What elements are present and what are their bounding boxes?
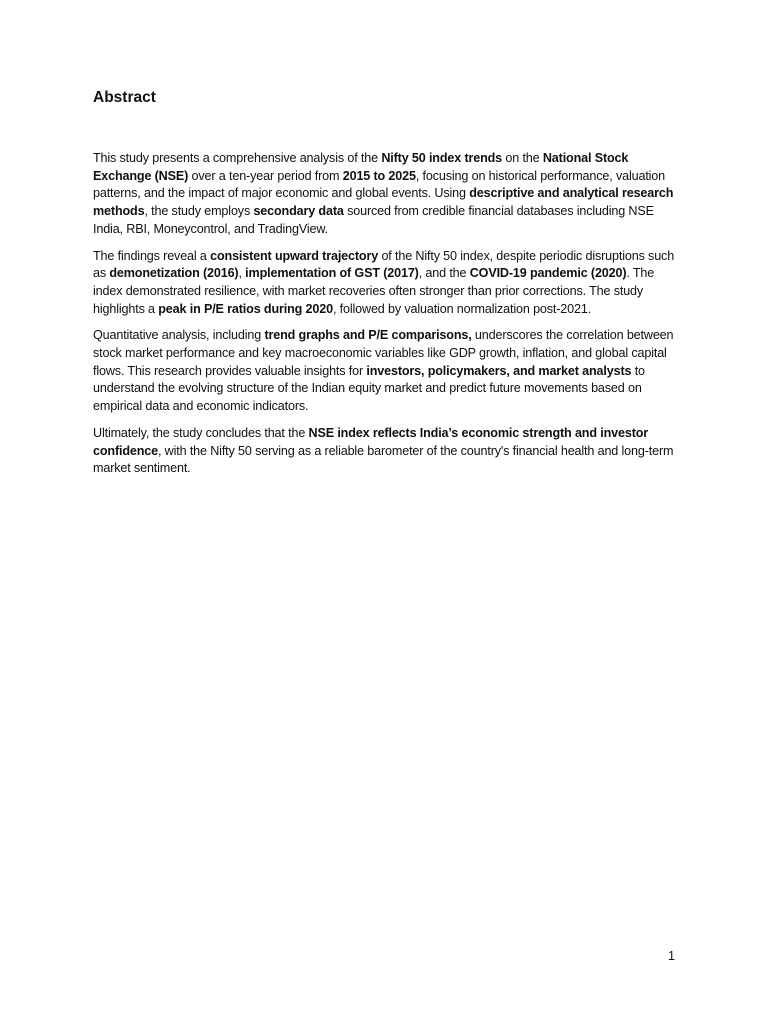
text-run: . The index demonstrated resilience, with market recoveries often stronger than prior corrections. The study highlights a	[93, 266, 655, 316]
text-run: The findings reveal a	[93, 248, 211, 263]
bold-text-run: trend graphs and P/E comparisons,	[264, 328, 472, 343]
text-run: Quantitative analysis, including	[93, 328, 265, 343]
text-run: underscores the correlation between stock market performance and key macroeconomic variables like GDP growth, inflation, and global capital flows. This research provides valuable insights for	[93, 328, 674, 378]
bold-text-run: demonetization (2016)	[109, 266, 239, 281]
bold-text-run: descriptive and analytical research methods	[93, 186, 674, 219]
text-run: to understand the evolving structure of the Indian equity market and predict future movements based on empirical data and economic indicators.	[93, 363, 645, 414]
abstract-paragraph	[93, 327, 677, 416]
bold-text-run: NSE index reflects India’s economic strength and investor confidence	[93, 425, 649, 458]
text-run: This study presents a comprehensive analysis of the	[93, 151, 382, 165]
abstract-heading: Abstract	[93, 89, 156, 106]
bold-text-run: Nifty 50 index trends	[381, 151, 503, 165]
bold-text-run: investors, policymakers, and market analysts	[366, 363, 632, 378]
page-number: 1	[667, 949, 675, 963]
bold-text-run: COVID-19 pandemic (2020)	[469, 266, 627, 281]
text-run: of the Nifty 50 index, despite periodic disruptions such as	[93, 248, 675, 281]
bold-text-run: 2015 to 2025	[342, 168, 416, 183]
text-run: , and the	[418, 266, 470, 281]
text-run: , followed by valuation normalization post-2021.	[332, 301, 592, 316]
bold-text-run: National Stock Exchange (NSE)	[93, 151, 629, 183]
abstract-paragraph	[93, 150, 677, 239]
text-run: ,	[238, 266, 246, 281]
abstract-paragraph	[93, 248, 677, 319]
bold-text-run: consistent upward trajectory	[210, 248, 379, 263]
text-run: , focusing on historical performance, valuation patterns, and the impact of major economic and global events. Using	[93, 168, 666, 201]
bold-text-run: implementation of GST (2017)	[245, 266, 419, 281]
abstract-paragraph	[93, 425, 677, 478]
bold-text-run: secondary data	[253, 204, 344, 219]
text-run: sourced from credible financial databases including NSE India, RBI, Moneycontrol, and TradingView.	[93, 204, 654, 236]
text-run: Ultimately, the study concludes that the	[93, 425, 309, 440]
abstract-body	[93, 150, 677, 487]
bold-text-run: peak in P/E ratios during 2020	[158, 301, 333, 316]
text-run: on the	[502, 151, 543, 165]
text-run: over a ten-year period from	[188, 168, 343, 183]
text-run: , the study employs	[144, 204, 254, 219]
text-run: , with the Nifty 50 serving as a reliable barometer of the country's financial health and long-term market sentiment.	[93, 443, 674, 476]
